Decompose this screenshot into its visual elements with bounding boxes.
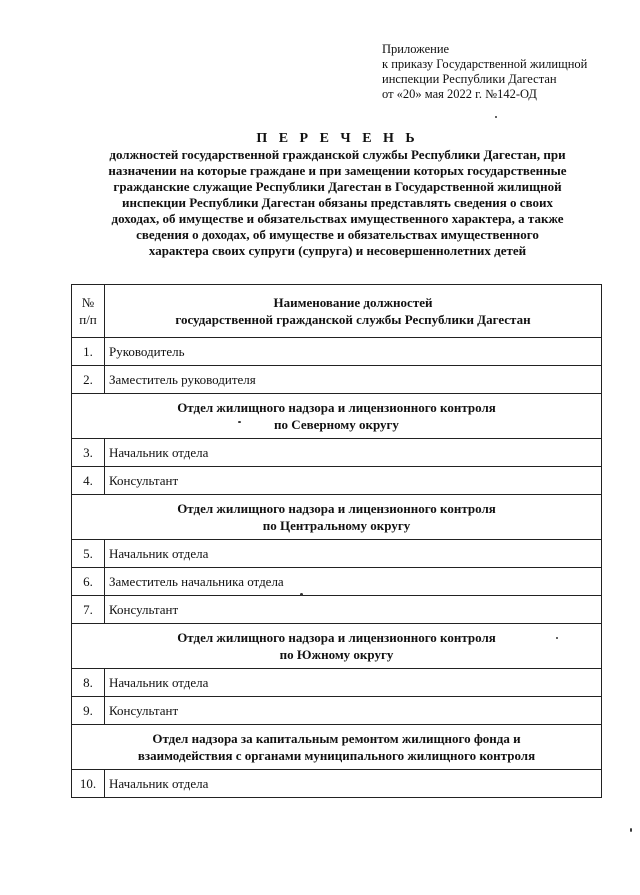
table-row: [72, 338, 602, 366]
section-title: [72, 495, 602, 540]
table-row: [72, 540, 602, 568]
table-row: [72, 697, 602, 725]
appendix-line: инспекции Республики Дагестан: [382, 72, 557, 86]
section-row: [72, 725, 602, 770]
position-name: Руководитель: [105, 338, 602, 366]
section-row: [72, 495, 602, 540]
position-name: Начальник отдела: [105, 669, 602, 697]
scan-speck: [630, 828, 632, 832]
section-row: [72, 624, 602, 669]
row-number: 7.: [72, 596, 105, 624]
row-number: 8.: [72, 669, 105, 697]
section-row: [72, 394, 602, 439]
section-title-line: по Северному округу: [274, 417, 399, 432]
appendix-line: к приказу Государственной жилищной: [382, 57, 588, 71]
position-name: Начальник отдела: [105, 770, 602, 798]
header-name-cell: [105, 285, 602, 338]
position-name: Начальник отдела: [105, 540, 602, 568]
scan-speck: [238, 421, 241, 423]
heading-line: доходах, об имуществе и обязательствах имущественного характера, а также: [111, 211, 564, 226]
position-name: Заместитель начальника отдела: [105, 568, 602, 596]
section-title: [72, 394, 602, 439]
appendix-line: от «20» мая 2022 г. №142-ОД: [382, 87, 537, 101]
section-title-line: по Центральному округу: [262, 518, 411, 533]
table-row: [72, 439, 602, 467]
row-number: 1.: [72, 338, 105, 366]
header-name-label: Наименование должностей: [273, 295, 433, 310]
section-title-line: взаимодействия с органами муниципального жилищного контроля: [137, 748, 536, 763]
position-name: Заместитель руководителя: [105, 366, 602, 394]
heading-line: характера своих супруги (супруга) и несовершеннолетних детей: [148, 243, 527, 258]
document-title: П Е Р Е Ч Е Н Ь: [256, 131, 419, 146]
heading-line: сведения о доходах, об имуществе и обязательствах имущественного: [136, 227, 539, 242]
scan-speck: [495, 116, 497, 118]
position-name: Начальник отдела: [105, 439, 602, 467]
heading-line: должностей государственной гражданской службы Республики Дагестан, при: [109, 147, 566, 162]
table-row: [72, 366, 602, 394]
section-title-line: Отдел жилищного надзора и лицензионного контроля: [177, 501, 496, 516]
header-number-label: №: [81, 295, 95, 310]
scan-speck: [300, 593, 303, 596]
row-number: 3.: [72, 439, 105, 467]
position-name: Консультант: [105, 596, 602, 624]
appendix-note: [382, 42, 632, 102]
row-number: 2.: [72, 366, 105, 394]
section-title-line: Отдел жилищного надзора и лицензионного контроля: [177, 630, 496, 645]
heading-line: инспекции Республики Дагестан обязаны представлять сведения о своих: [121, 195, 554, 210]
row-number: 4.: [72, 467, 105, 495]
row-number: 6.: [72, 568, 105, 596]
appendix-line: Приложение: [382, 42, 450, 56]
heading-line: назначении на которые граждане и при замещении которых государственные: [108, 163, 567, 178]
section-title: [72, 725, 602, 770]
positions-table: [71, 284, 602, 798]
position-name: Консультант: [105, 697, 602, 725]
table-row: [72, 568, 602, 596]
section-title: [72, 624, 602, 669]
header-name-sublabel: государственной гражданской службы Республики Дагестан: [175, 312, 531, 327]
table-row: [72, 770, 602, 798]
header-number-sublabel: п/п: [79, 312, 97, 327]
table-row: [72, 596, 602, 624]
header-number-cell: [72, 285, 105, 338]
scan-speck: [556, 637, 558, 639]
table-header-row: [72, 285, 602, 338]
table-row: [72, 467, 602, 495]
row-number: 10.: [72, 770, 105, 798]
section-title-line: Отдел надзора за капитальным ремонтом жилищного фонда и: [152, 731, 521, 746]
document-heading: [50, 130, 625, 259]
section-title-line: Отдел жилищного надзора и лицензионного контроля: [177, 400, 496, 415]
section-title-line: по Южному округу: [279, 647, 394, 662]
position-name: Консультант: [105, 467, 602, 495]
heading-line: гражданские служащие Республики Дагестан в Государственной жилищной: [113, 179, 562, 194]
row-number: 9.: [72, 697, 105, 725]
row-number: 5.: [72, 540, 105, 568]
table-row: [72, 669, 602, 697]
